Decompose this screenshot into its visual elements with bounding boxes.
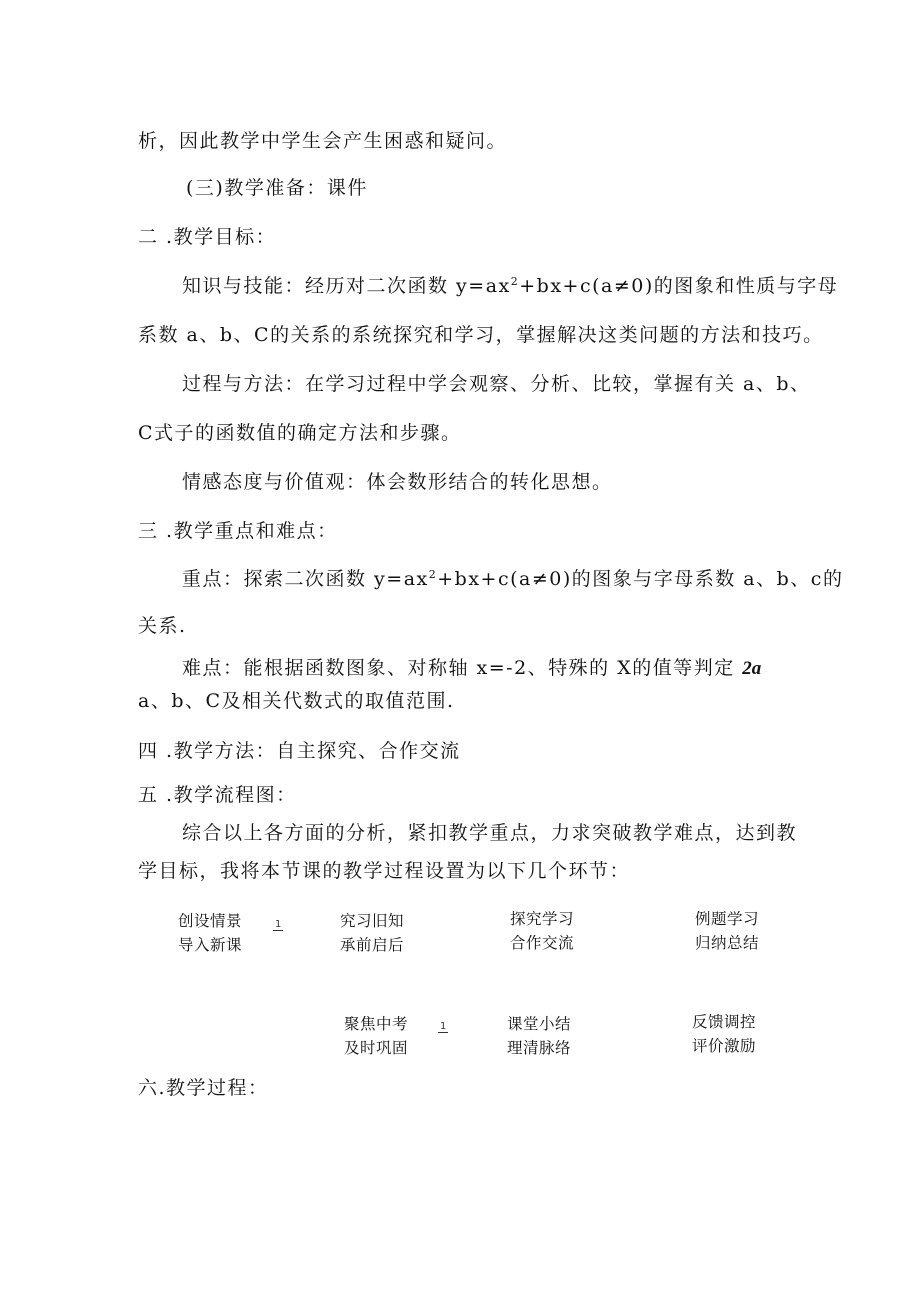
flow-step-class-summary [507,1012,571,1060]
knowledge-superscript: 2 [510,275,520,288]
knowledge-text-a: 知识与技能：经历对二次函数 y=ax [182,275,511,297]
paragraph-key-point-cont: 关系. [138,615,187,637]
heading-teaching-method: 四 .教学方法：自主探究、合作交流 [138,740,461,762]
heading-teaching-process: 六.教学过程： [138,1077,269,1099]
key-point-superscript: 2 [428,568,438,581]
flow-step-line1: 探究学习 [510,910,575,928]
knowledge-text-b: +bx+c(a≠0)的图象和性质与字母 [519,275,839,297]
heading-teaching-flowchart: 五 .教学流程图： [138,784,297,806]
paragraph-teaching-preparation: (三)教学准备：课件 [186,177,368,199]
flow-arrow-mark [438,1021,448,1032]
difficulty-formula-fragment: 2a [742,658,762,679]
paragraph-knowledge-skills [182,271,838,298]
key-point-text-a: 重点：探索二次函数 y=ax [182,568,429,590]
flow-step-line1: 反馈调控 [692,1013,757,1031]
paragraph-key-point [182,564,843,591]
flow-arrow-label: 1 [275,919,282,930]
flow-step-line1: 例题学习 [695,910,760,928]
heading-teaching-goals: 二 .教学目标： [138,226,277,248]
paragraph-difficulty-cont: a、b、C及相关代数式的取值范围. [138,690,455,712]
flow-step-line2: 承前启后 [340,936,405,954]
flow-step-create-scene [178,909,242,957]
flow-step-exam-focus [344,1012,408,1060]
paragraph-difficulty [182,653,761,680]
flow-step-feedback [692,1010,756,1058]
flow-step-line1: 究习旧知 [340,912,405,930]
heading-key-points: 三 .教学重点和难点： [138,520,338,542]
flow-step-line1: 创设情景 [178,912,243,930]
paragraph-process-method-cont: C式子的函数值的确定方法和步骤。 [138,422,462,444]
paragraph-flow-intro-cont: 学目标，我将本节课的教学过程设置为以下几个环节： [138,860,631,882]
flow-step-line2: 评价激励 [692,1037,757,1055]
flow-arrow-mark [273,919,283,930]
flow-step-line1: 课堂小结 [507,1015,572,1033]
flow-step-line2: 及时巩固 [344,1039,409,1057]
flow-step-line1: 聚焦中考 [344,1015,409,1033]
flow-step-explore-learning [510,907,574,955]
paragraph-process-method: 过程与方法：在学习过程中学会观察、分析、比较，掌握有关 a、b、 [182,373,811,395]
flow-step-line2: 导入新课 [178,936,243,954]
paragraph-attitude-values: 情感态度与价值观：体会数形结合的转化思想。 [182,471,613,493]
difficulty-text: 难点：能根据函数图象、对称轴 x=-2、特殊的 X的值等判定 [182,657,743,679]
flow-arrow-label: 1 [440,1021,447,1032]
paragraph-knowledge-skills-cont: 系数 a、b、C的关系的系统探究和学习，掌握解决这类问题的方法和技巧。 [138,324,824,346]
flow-step-example-learning [695,907,759,955]
paragraph-flow-intro: 综合以上各方面的分析，紧扣教学重点，力求突破教学难点，达到教 [182,822,798,844]
flow-step-line2: 归纳总结 [695,934,760,952]
flow-step-review-knowledge [340,909,404,957]
paragraph-analysis-end: 析，因此教学中学生会产生困惑和疑问。 [138,130,508,152]
key-point-text-b: +bx+c(a≠0)的图象与字母系数 a、b、c的 [437,568,844,590]
flow-step-line2: 合作交流 [510,934,575,952]
flow-step-line2: 理清脉络 [507,1039,572,1057]
